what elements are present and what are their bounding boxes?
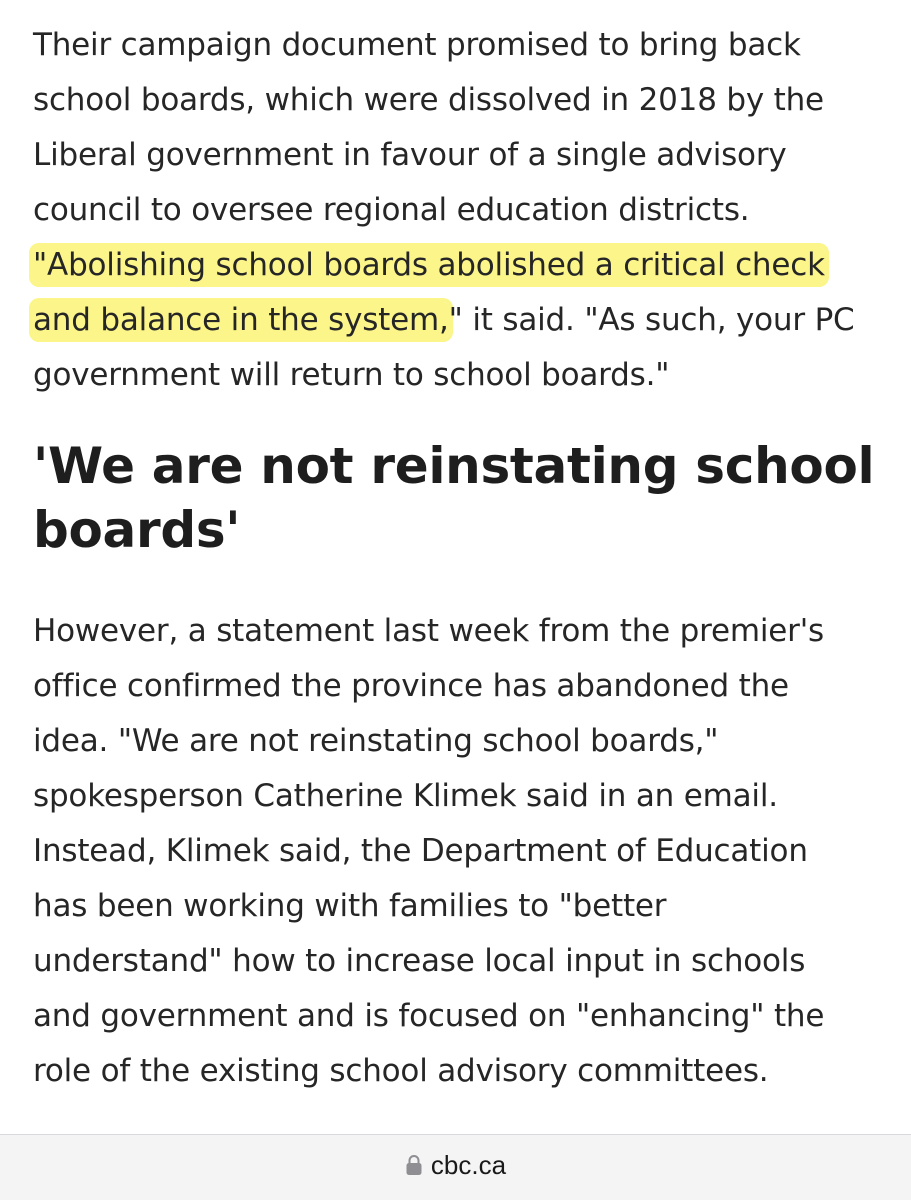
browser-address-bar[interactable]	[0, 1134, 911, 1200]
text-line: Instead, Klimek said, the Department of Education	[33, 833, 808, 869]
text-line: government will return to school boards."	[33, 357, 670, 393]
text-line: However, a statement last week from the premier's	[33, 613, 824, 649]
heading-line: boards'	[33, 501, 241, 559]
text-line: understand" how to increase local input in schools	[33, 943, 806, 979]
text-line: idea. "We are not reinstating school boards,"	[33, 723, 719, 759]
text-line: Their campaign document promised to bring back	[33, 27, 801, 63]
article-body	[33, 18, 893, 1099]
text-line	[33, 238, 893, 293]
highlighted-quote: and balance in the system,	[33, 302, 449, 338]
text-line: school boards, which were dissolved in 2018 by the	[33, 82, 824, 118]
quote-continuation: " it said. "As such, your PC	[448, 302, 855, 338]
text-line: Liberal government in favour of a single advisory	[33, 137, 787, 173]
text-line: office confirmed the province has abandoned the	[33, 668, 789, 704]
text-line: has been working with families to "better	[33, 888, 667, 924]
lock-icon	[405, 1154, 423, 1176]
text-line: role of the existing school advisory committees.	[33, 1053, 769, 1089]
text-line: spokesperson Catherine Klimek said in an email.	[33, 778, 778, 814]
text-line	[33, 293, 893, 348]
url-display[interactable]	[405, 1150, 506, 1181]
paragraph-campaign	[33, 18, 893, 403]
highlighted-quote: "Abolishing school boards abolished a critical check	[33, 247, 825, 283]
text-line: and government and is focused on "enhancing" the	[33, 998, 825, 1034]
url-text[interactable]: cbc.ca	[430, 1149, 507, 1180]
section-heading	[33, 434, 893, 562]
text-line: council to oversee regional education districts.	[33, 192, 750, 228]
paragraph-statement	[33, 604, 893, 1099]
heading-line: 'We are not reinstating school	[33, 437, 875, 495]
